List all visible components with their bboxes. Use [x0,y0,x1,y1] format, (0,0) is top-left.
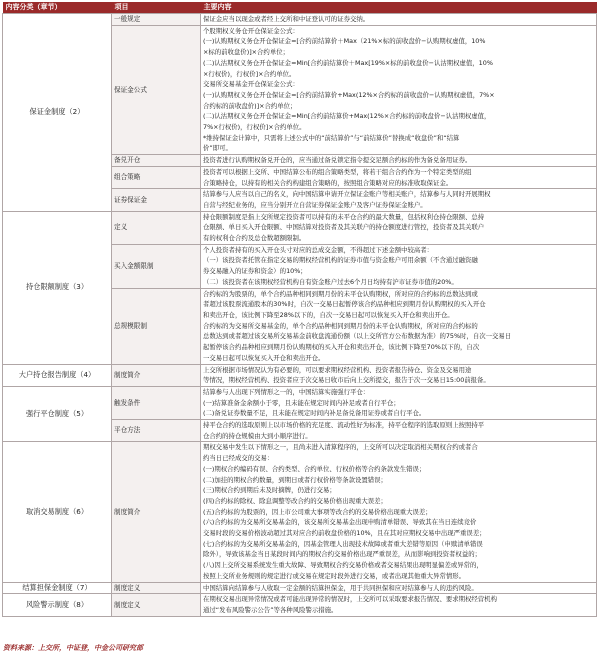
content-line: 持平仓合约的选取原则上以市场价格的充足度、流动性好为标准，持平仓程序的选取原则上按照持平 [203,421,485,430]
content-cell [201,594,597,616]
content-cell [201,14,597,26]
content-line: ×行权价)，行权价]×合约单位。 [203,69,296,78]
content-line: (一)认购期权义务仓开仓保证金=[合约前结算价+Max(12%×合约标的前收盘价−认购期权虚值，7%× [203,90,495,99]
item-cell: 平仓方法 [112,420,201,442]
source-note: 资料来源：上交所，中证登，中金公司研究部 [3,644,143,652]
content-line: 在期权交易出现异常情况或者可能出现异常的情况时，上交所可以采取要求报告情况、要求期权经营机构 [203,595,497,604]
content-line: 持仓限额制度是指上交所规定投资者可以持有的未平仓合约的最大数量，包括权利仓持仓限额、总持 [203,212,485,221]
content-line: (一)结算准备金余额小于零，且未能在规定时间内补足或者自行平仓； [203,398,400,407]
category-cell: 持仓限额制度（3） [3,211,112,364]
content-line: 交易所交易基金开仓保证金公式： [203,80,299,89]
content-line: 合约标的为股票的，单个合约品种相同到期月份的未平仓认购期权，所对应的合约标的总数达到或 [203,289,478,298]
content-line: *维持保证金计算中，只需将上述公式中的“前结算价”与“前结算价”替换成“收盘价”和“结算 [203,133,460,142]
content-line: 合策略持仓，以持有的相关合约构建组合策略的，按照组合策略对应的标准收取保证金。 [203,178,453,187]
content-cell [201,364,597,386]
content-line: 个人投资者持有的买入开仓头寸对应的总成交金额，不得超过下述金额中较高者： [203,245,434,254]
content-line: 自营与经纪业务的，应当分别开立自营证券保证金账户及客户证券保证金账户。 [203,200,427,209]
content-cell [201,582,597,594]
content-line: (二)备兑证券数量不足，且未能在规定时间内补足备兑备用证券或者自行平仓。 [203,409,426,418]
content-cell [201,166,597,188]
content-line: 起暂停该合约品种相应到期月份认购期权的买入开仓和卖出开仓，该比例下降至70%以下的，自次 [203,343,480,352]
content-line: 除外），导致该基金当日某段时间内的期权合约交易价格出现严重误差，从而影响到投资者权益的； [203,550,481,559]
content-cell [201,211,597,244]
content-line: (八)因上交所交易系统发生重大故障、导致期权合约交易价格或者交易结果出现明显偏差或异常的， [203,561,483,570]
table-row [3,211,597,244]
content-line: 保证金应当以现金或者经上交所和中证登认可的证券交纳。 [203,15,370,23]
content-line: 投资者进行认购期权备兑开仓的，应当通过备兑锁定指令提交足额合约标的作为备兑备用证券。 [203,156,472,165]
table-row [3,14,597,26]
content-cell [201,420,597,442]
item-cell: 制度定义 [112,594,201,616]
content-line: (一)认购期权义务仓开仓保证金=[合约前结算价＋Max（21%×标的前收盘价−认购期权虚值，10% [203,37,486,46]
content-cell [201,155,597,167]
item-cell: 制度简介 [112,364,201,386]
content-line: 合约标的前收盘价)]×合约单位； [203,101,297,110]
content-line: 仓合约的持仓规模由大到小顺序进行。 [203,431,312,440]
content-line: 一交易日起可以恢复买入开仓和卖出开仓。 [203,353,325,362]
content-line: 和卖出开仓，该比例下降至28%以下的，自次一交易日起可以恢复买入开仓和卖出开仓。 [203,310,454,319]
content-line: 期权交易中发生以下情形之一，且尚未进入清算程序的，上交所可以决定取消相关期权合约或者合 [203,443,478,452]
content-line: 上交所根据市场情况认为有必要的，可以要求期权经营机构、投资者报告持仓、资金及交易用途 [203,365,472,374]
item-cell: 触发条件 [112,386,201,419]
category-cell: 保证金制度（2） [3,14,112,212]
table-row [3,442,597,582]
category-cell: 取消交易制度（6） [3,442,112,582]
content-line: (五)合约标的为股票的，因上市公司重大事项等改合约的交易价格出现重大误差； [203,507,432,516]
content-line: (七)合约标的为交易所交易基金的，因基金管理人出现技术故障或者重大差错等原因（申赎清单错误 [203,539,483,548]
content-line: 中国结算向结算参与人收取一定金额的结算担保金，用于共同担保和应对结算参与人的违约风险。 [203,583,478,592]
item-cell: 证券保证金 [112,189,201,211]
item-cell: 一般规定 [112,14,201,26]
content-line: 通过“发布风险警示公告”等各种风险警示措施。 [203,605,338,614]
content-line: (二)认沽期权义务仓开仓保证金=Min[合约前结算价+Max(12%×合约标的前收盘价−认沽期权虚值， [203,112,491,121]
content-cell [201,386,597,419]
header-category: 内容分类（章节） [3,2,112,14]
item-cell: 保证金公式 [112,25,201,154]
content-line: 等情况，期权经营机构、投资者应于次交易日收市后向上交所提交，报告于次一交易日15:00前报备。 [203,376,490,385]
category-cell: 大户持仓报告制度（4） [3,364,112,386]
content-line: (三)期权合约到期后未及时摘牌，仍进行交易； [203,486,336,495]
table-row [3,386,597,419]
content-line: 按照上交所业务规则的规定进行或交易在规定时段外进行交易，或者出现其他重大异常情形。 [203,571,466,580]
content-line: (一)期权合约编码有误、合约类型、合约单位、行权价格等合约条款发生错误； [203,464,426,473]
category-cell: 结算担保金制度（7） [3,582,112,594]
content-cell [201,442,597,582]
content-line: 总数达到或者超过该交易所交易基金前收盘流通份额（以上交所官方公布数据为准）的75%时，自次一交易日 [203,332,512,341]
content-cell [201,189,597,211]
content-line: 券交易融入的证券和资金）的10%； [203,267,307,276]
category-cell: 强行平仓制度（5） [3,386,112,442]
content-line: 结算参与人应当以自己的名义，向中国结算申请开立保证金账户等相关账户，结算参与人同时开展期权 [203,190,491,199]
content-line: ×标的前收盘价)]×合约单位； [203,48,289,57]
content-line: 交易时段的交易价格波动超过其对应合约前收盘价格的10%，且在其对应期权交易中出现严重误差； [203,529,486,538]
content-line: 者超过该股票流通股本的30%时，自次一交易日起暂停该合约品种相应到期月份认购期权的买入开仓 [203,300,486,309]
header-content: 主要内容 [201,2,597,14]
rules-table [2,2,597,617]
item-cell: 组合策略 [112,166,201,188]
content-line: （二）该投资者在该期权经营机构自有资金账户过去6个月日均持有沪市证券市值的20%。 [203,277,458,286]
content-line: 价”即可。 [203,144,232,153]
content-line: (六)合约标的为交易所交易基金的，该交易所交易基金出现申购清单错误、导致其在当日连续竞价 [203,518,477,527]
content-line: (四)合约标的除权、除息调整等改合约的交易价格出现重大误差； [203,496,387,505]
item-cell: 备兑开仓 [112,155,201,167]
item-cell: 制度简介 [112,442,201,582]
content-line: 个股期权义务仓开仓保证金公式： [203,26,299,35]
table-row [3,594,597,616]
table-row [3,364,597,386]
content-line: 合约标的为交易所交易基金的，单个合约品种相同到期月份的未平仓认购期权，所对应的合约标的 [203,321,478,330]
item-cell: 定义 [112,211,201,244]
content-line: (二)认沽期权义务仓开仓保证金=Min[合约前结算价＋Max[19%×标的前收盘价−认沽期权虚值，10% [203,58,493,67]
header-item: 项目 [112,2,201,14]
item-cell: 总规模限制 [112,288,201,364]
content-cell [201,244,597,288]
content-line: (二)加挂的期权合约数量，到期日或者行权价格等条款设置错误； [203,475,387,484]
content-cell [201,25,597,154]
content-line: 仓限额、单日买入开仓限额、中国结算对投资者及其关联户的持仓额度进行管控，投资者及其关联户 [203,223,485,232]
content-line: 有的权利仓合约及总仓数超额限制。 [203,234,306,243]
content-line: 7%×行权价)，行权价]×合约单位。 [203,123,306,132]
table-header [3,2,597,14]
content-line: 约当日已经成交的交易： [203,454,274,463]
item-cell: 制度定义 [112,582,201,594]
content-cell [201,288,597,364]
table-row [3,582,597,594]
item-cell: 买入金额限制 [112,244,201,288]
content-line: （一）该投资者托管在指定交易的期权经营机构的证券市值与资金账户可用余额（不含通过融资融 [203,256,478,265]
category-cell: 风险警示制度（8） [3,594,112,616]
content-line: 投资者可以根据上交所、中国结算公布的组合策略类型，将若干组合合约作为一个特定类型的组 [203,167,472,176]
content-line: 结算参与人出现下列情形之一的，中国结算实施强行平仓： [203,387,370,396]
